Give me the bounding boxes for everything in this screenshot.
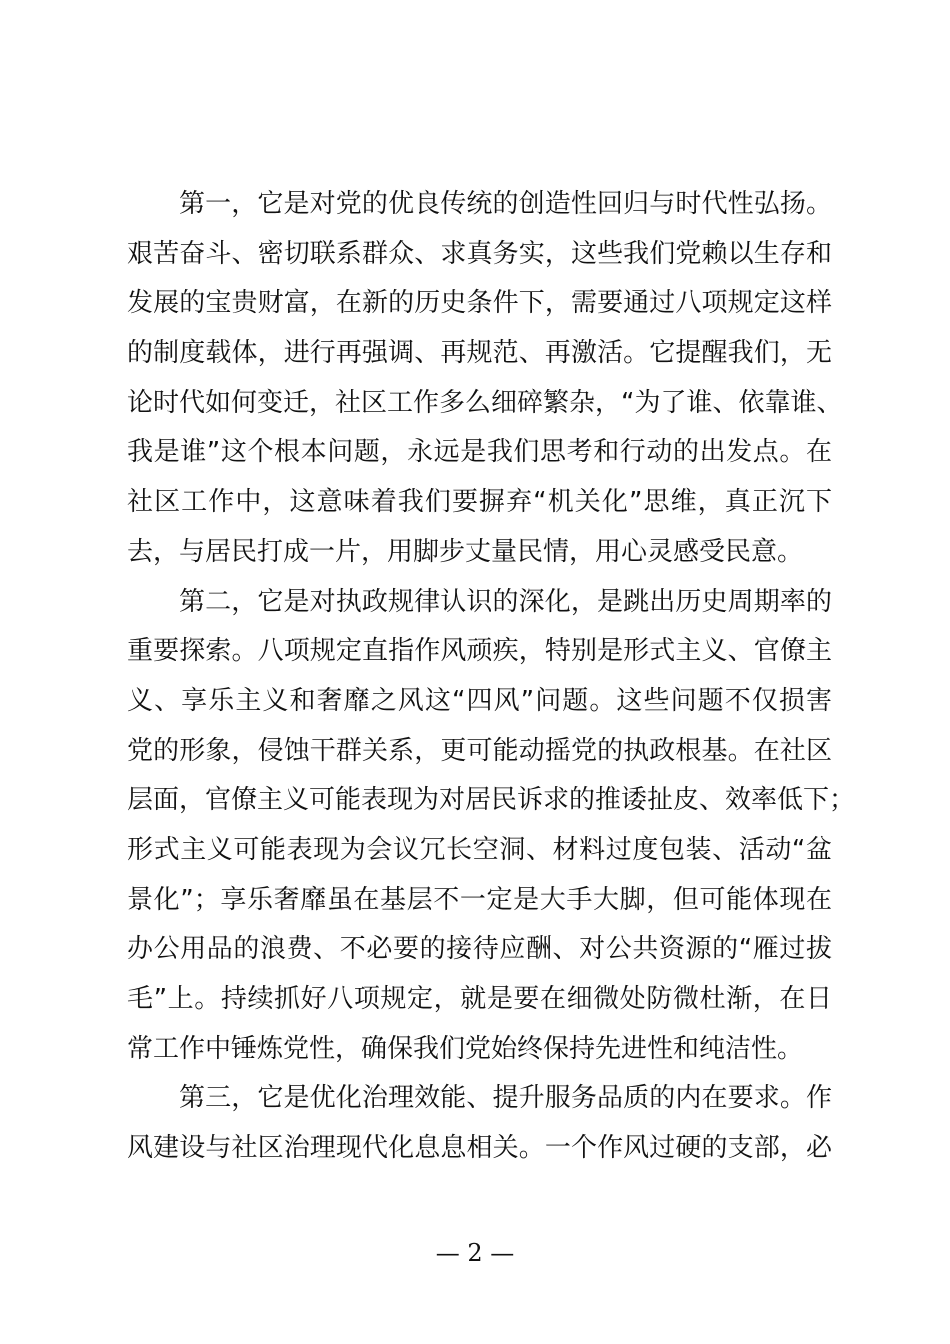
paragraph-2-line-6: 形式主义可能表现为会议冗长空洞、材料过度包装、活动“盆 [127,834,832,865]
paragraph-1-line-3: 发展的宝贵财富，在新的历史条件下，需要通过八项规定这样 [127,288,832,319]
body-text [127,180,856,1174]
page-number: — 2 — [435,1239,515,1267]
paragraph-1-line-8: 去，与居民打成一片，用脚步丈量民情，用心灵感受民意。 [127,536,804,567]
paragraph-2-line-8: 办公用品的浪费、不必要的接待应酬、对公共资源的“雁过拔 [127,934,832,965]
paragraph-2-line-9: 毛”上。持续抓好八项规定，就是要在细微处防微杜渐，在日 [127,984,832,1014]
paragraph-1-line-6: 我是谁”这个根本问题，永远是我们思考和行动的出发点。在 [127,437,832,468]
paragraph-1-line-7: 社区工作中，这意味着我们要摒弃“机关化”思维，真正沉下 [127,487,832,518]
paragraph-3-line-2: 风建设与社区治理现代化息息相关。一个作风过硬的支部，必 [127,1133,832,1164]
paragraph-2-line-1: 第二，它是对执政规律认识的深化，是跳出历史周期率的 [179,586,832,617]
paragraph-1-line-4: 的制度载体，进行再强调、再规范、再激活。它提醒我们，无 [127,338,832,369]
paragraph-1-line-5: 论时代如何变迁，社区工作多么细碎繁杂，“为了谁、依靠谁、 [127,387,843,418]
paragraph-1-line-2: 艰苦奋斗、密切联系群众、求真务实，这些我们党赖以生存和 [127,238,832,269]
paragraph-3-line-1: 第三，它是优化治理效能、提升服务品质的内在要求。作 [179,1083,832,1114]
paragraph-2-line-7: 景化”；享乐奢靡虽在基层不一定是大手大脚，但可能体现在 [127,884,832,915]
paragraph-1-line-1: 第一，它是对党的优良传统的创造性回归与时代性弘扬。 [179,189,832,219]
paragraph-2-line-4: 党的形象，侵蚀干群关系，更可能动摇党的执政根基。在社区 [127,735,832,766]
paragraph-2-line-3: 义、享乐主义和奢靡之风这“四风”问题。这些问题不仅损害 [127,685,832,716]
paragraph-2-line-2: 重要探索。八项规定直指作风顽疾，特别是形式主义、官僚主 [127,636,832,667]
paragraph-2-line-5: 层面，官僚主义可能表现为对居民诉求的推诿扯皮、效率低下； [127,785,856,816]
paragraph-2-line-10: 常工作中锤炼党性，确保我们党始终保持先进性和纯洁性。 [127,1033,804,1064]
